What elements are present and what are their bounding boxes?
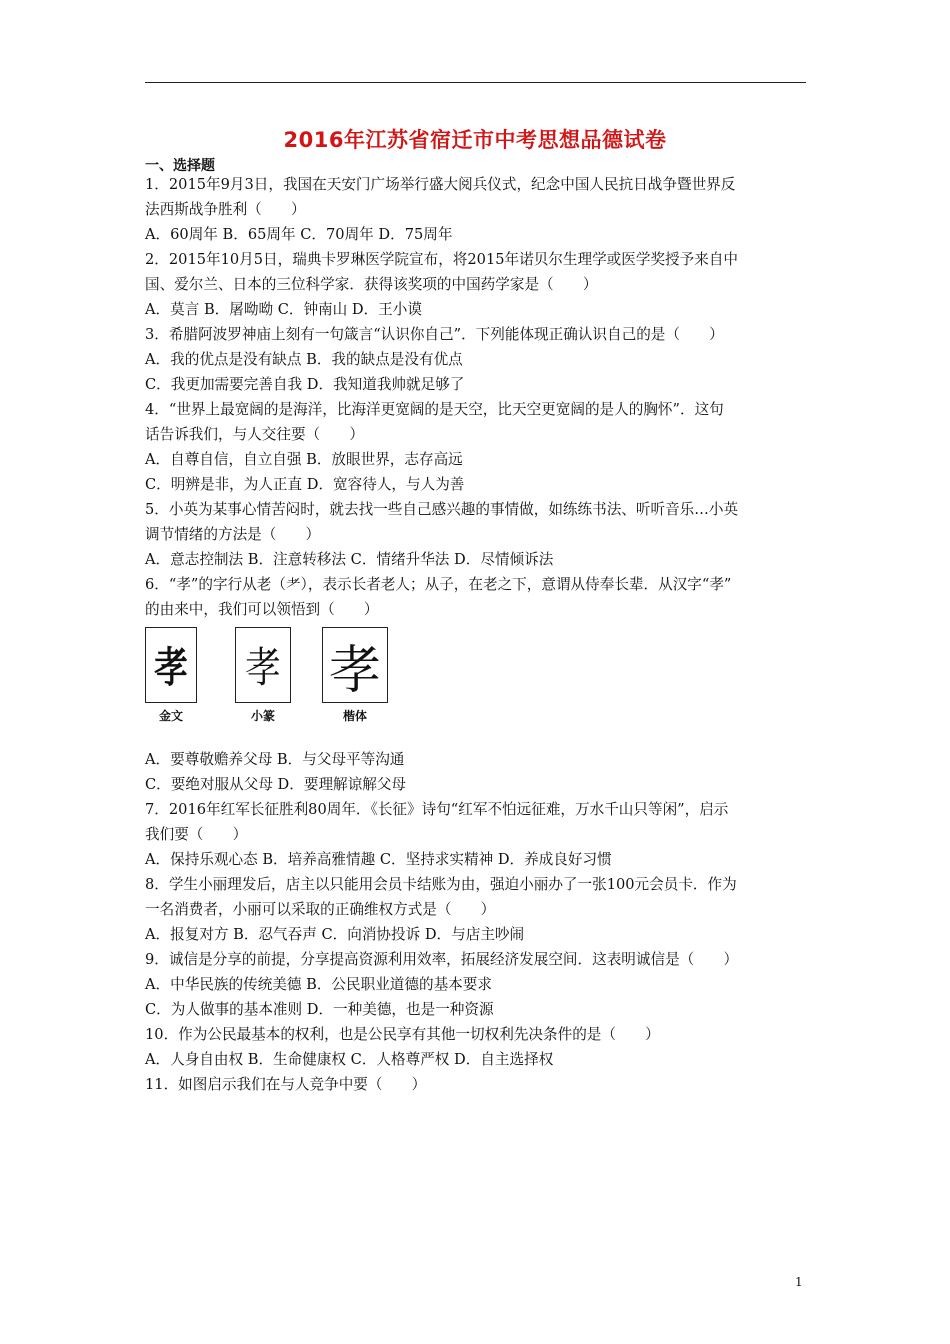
kaiti-glyph: 孝 xyxy=(328,640,381,701)
question-text: 话告诉我们，与人交往要（ ） xyxy=(145,426,364,443)
question-text: 4．“世界上最宽阔的是海洋，比海洋更宽阔的是天空，比天空更宽阔的是人的胸怀”．这句 xyxy=(145,401,724,418)
question-text: 我们要（ ） xyxy=(145,826,248,843)
answer-options: A．中华民族的传统美德 B．公民职业道德的基本要求 xyxy=(145,976,492,993)
question-text: 调节情绪的方法是（ ） xyxy=(145,526,321,543)
question-text: 7．2016年红军长征胜利80周年．《长征》诗句“红军不怕远征难，万水千山只等闲”，启示 xyxy=(145,801,729,818)
question-text: 法西斯战争胜利（ ） xyxy=(145,201,306,218)
answer-options: A．我的优点是没有缺点 B．我的缺点是没有优点 xyxy=(145,351,463,368)
answer-options: A．报复对方 B．忍气吞声 C．向消协投诉 D．与店主吵闹 xyxy=(145,926,525,943)
answer-options: A．要尊敬赡养父母 B．与父母平等沟通 xyxy=(145,751,405,768)
question-text: 5．小英为某事心情苦闷时，就去找一些自己感兴趣的事情做，如练练书法、听听音乐…小英 xyxy=(145,501,739,518)
xiaozhuan-glyph: 孝 xyxy=(245,643,281,692)
answer-options: C．为人做事的基本准则 D．一种美德，也是一种资源 xyxy=(145,1001,494,1018)
answer-options: A．莫言 B．屠呦呦 C．钟南山 D．王小谟 xyxy=(145,301,422,318)
question-text: 的由来中，我们可以领悟到（ ） xyxy=(145,601,379,618)
jinwen-glyph-box xyxy=(145,627,197,703)
question-text: 国、爱尔兰、日本的三位科学家．获得该奖项的中国药学家是（ ） xyxy=(145,276,598,293)
answer-options: A．60周年 B．65周年 C．70周年 D．75周年 xyxy=(145,226,453,243)
xiaozhuan-caption: 小篆 xyxy=(250,709,275,723)
question-text: 一名消费者，小丽可以采取的正确维权方式是（ ） xyxy=(145,901,496,918)
section-heading: 一、选择题 xyxy=(145,158,215,174)
page-number: 1 xyxy=(795,1275,803,1289)
answer-options: C．要绝对服从父母 D．要理解谅解父母 xyxy=(145,776,407,793)
question-text: 8．学生小丽理发后，店主以只能用会员卡结账为由，强迫小丽办了一张100元会员卡．作为 xyxy=(145,876,737,893)
xiaozhuan-glyph-box xyxy=(235,627,291,703)
question-text: 2．2015年10月5日，瑞典卡罗琳医学院宣布，将2015年诺贝尔生理学或医学奖授予来自中 xyxy=(145,251,739,268)
question-text: 1．2015年9月3日，我国在天安门广场举行盛大阅兵仪式，纪念中国人民抗日战争暨世界反 xyxy=(145,176,736,193)
kaiti-glyph-box xyxy=(322,627,388,703)
question-text: 9．诚信是分享的前提，分享提高资源利用效率，拓展经济发展空间．这表明诚信是（ ） xyxy=(145,951,739,968)
page-title: 2016年江苏省宿迁市中考思想品德试卷 xyxy=(283,128,667,152)
answer-options: C．明辨是非，为人正直 D．宽容待人，与人为善 xyxy=(145,476,465,493)
question-text: 10．作为公民最基本的权利，也是公民享有其他一切权利先决条件的是（ ） xyxy=(145,1026,660,1043)
answer-options: A．自尊自信，自立自强 B．放眼世界，志存高远 xyxy=(145,451,463,468)
question-text: 11．如图启示我们在与人竞争中要（ ） xyxy=(145,1076,427,1093)
answer-options: C．我更加需要完善自我 D．我知道我帅就足够了 xyxy=(145,376,465,393)
jinwen-caption: 金文 xyxy=(158,709,183,723)
answer-options: A．人身自由权 B．生命健康权 C．人格尊严权 D．自主选择权 xyxy=(145,1051,554,1068)
xiao-character-figure xyxy=(145,627,389,725)
answer-options: A．意志控制法 B．注意转移法 C．情绪升华法 D．尽情倾诉法 xyxy=(145,551,554,568)
question-text: 3．希腊阿波罗神庙上刻有一句箴言“认识你自己”．下列能体现正确认识自己的是（ ） xyxy=(145,326,724,343)
answer-options: A．保持乐观心态 B．培养高雅情趣 C．坚持求实精神 D．养成良好习惯 xyxy=(145,851,612,868)
jinwen-glyph: 孝 xyxy=(154,643,188,692)
header-rule xyxy=(145,82,806,83)
question-text: 6．“孝”的字行从老（耂），表示长者老人；从子，在老之下，意谓从侍奉长辈．从汉字“孝” xyxy=(145,576,732,593)
kaiti-caption: 楷体 xyxy=(342,709,367,723)
